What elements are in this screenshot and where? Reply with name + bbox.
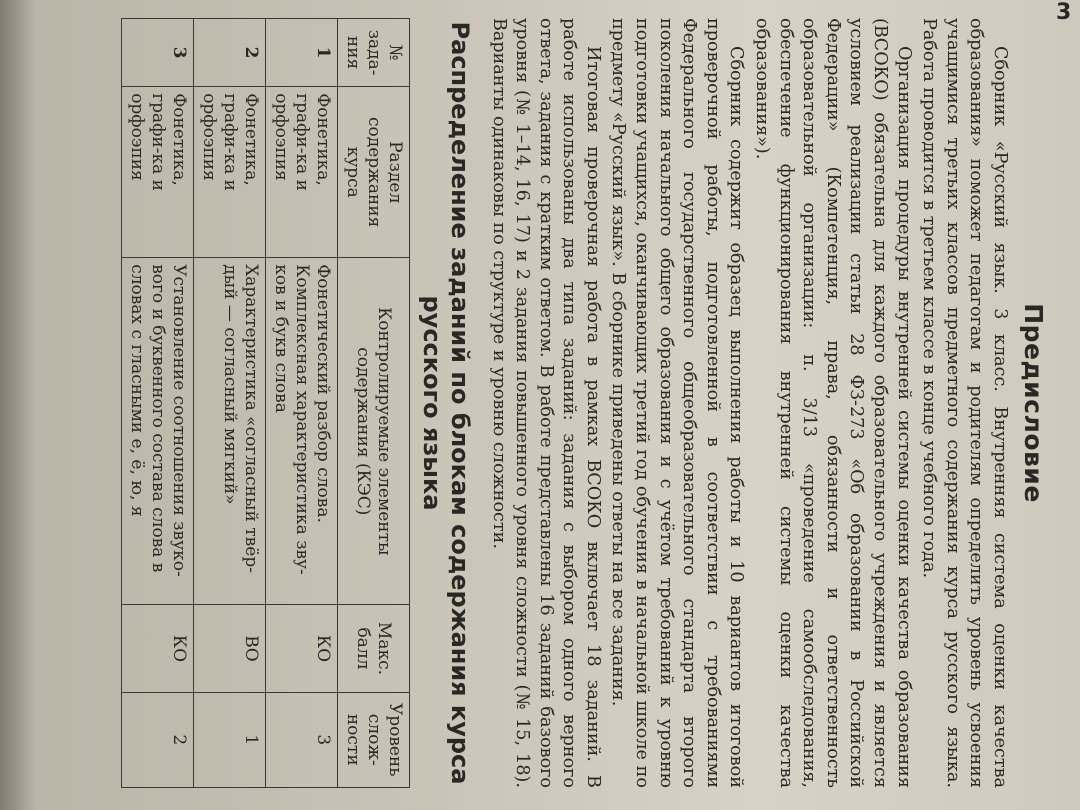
cell-elements: Фонетический разбор слова. Комплексная характеристика зву-ков и букв слова bbox=[265, 258, 337, 605]
cell-elements: Установление соотношения звуко-вого и буквенного состава слова в словах с гласными е, ё, ю, я bbox=[121, 258, 193, 605]
preface-paragraph: Сборник «Русский язык. 3 класс. Внутренняя система оценки качества образования» поможет педагогам и родителям определить уровень усвоения учащимися третьих классов предметного содержания курса русского языка. Работа проводится в третьем классе в конце учебного года. bbox=[919, 18, 1010, 788]
preface-paragraph: Сборник содержит образец выполнения работы и 10 вариантов итоговой проверочной работы, подготовленной в соответствии с требованиями Федерального государственного общеобразовательного стандарта второго поколения начального общего образования и с учётом требований к уровню подготовки учащихся, оканчивающих третий год обучения в начальной школе по предмету «Русский язык». В сборнике приведены ответы на все задания. bbox=[608, 18, 747, 788]
table-row bbox=[193, 19, 265, 788]
task-distribution-table bbox=[121, 18, 410, 788]
preface-title: Предисловие bbox=[1019, 303, 1048, 503]
cell-section: Фонетика, графи-ка и орфоэпия bbox=[265, 87, 337, 258]
cell-max-score: КО bbox=[265, 605, 337, 692]
cell-task-number: 1 bbox=[265, 19, 337, 87]
cell-max-score: ВО bbox=[193, 605, 265, 692]
header-max-score: Макс. балл bbox=[337, 605, 409, 692]
cell-difficulty: 2 bbox=[121, 692, 193, 788]
cell-difficulty: 1 bbox=[193, 692, 265, 788]
cell-difficulty: 3 bbox=[265, 692, 337, 788]
cell-section: Фонетика, графи-ка и орфоэпия bbox=[121, 87, 193, 258]
header-task-number: № зада-ния bbox=[337, 19, 409, 87]
cell-section: Фонетика, графи-ка и орфоэпия bbox=[193, 87, 265, 258]
book-page bbox=[26, 6, 1066, 806]
rotated-book-page bbox=[26, 6, 1066, 806]
preface-paragraph: Итоговая проверочная работа в рамках ВСОКО включает 18 заданий. В работе использованы два типа заданий: задания с выбором одного верного ответа, задания с кратким ответом. В работе представлены 16 заданий базового уровня (№ 1–14, 16, 17) и 2 задания повышенного уровня сложности (№ 15, 18). Варианты одинаковы по структуре и уровню сложности. bbox=[488, 18, 603, 788]
table-row bbox=[265, 19, 337, 788]
table-header-row bbox=[337, 19, 409, 788]
cell-max-score: КО bbox=[121, 605, 193, 692]
header-section: Раздел содержания курса bbox=[337, 87, 409, 258]
cell-elements: Характеристика «согласный твёр-дый — согласный мягкий» bbox=[193, 258, 265, 605]
header-elements: Контролируемые элементы содержания (КЭС) bbox=[337, 258, 409, 605]
cell-task-number: 3 bbox=[121, 19, 193, 87]
preface-paragraph: Организация процедуры внутренней системы оценки качества образования (ВСОКО) обязательна для каждого образовательного учреждения и является условием реализации статьи 28 ФЗ-273 «Об образовании в Российской Федерации» (Компетенция, права, обязанности и ответственность образовательной организации: п. 3/13 «проведение самообследования, обеспечение функционирования внутренней системы оценки качества образования»). bbox=[752, 18, 914, 788]
cell-task-number: 2 bbox=[193, 19, 265, 87]
table-row bbox=[121, 19, 193, 788]
page-number: 3 bbox=[1056, 0, 1072, 25]
distribution-title: Распределение заданий по блокам содержания курса русского языка bbox=[417, 21, 474, 785]
header-difficulty: Уровень слож-ности bbox=[337, 692, 409, 788]
